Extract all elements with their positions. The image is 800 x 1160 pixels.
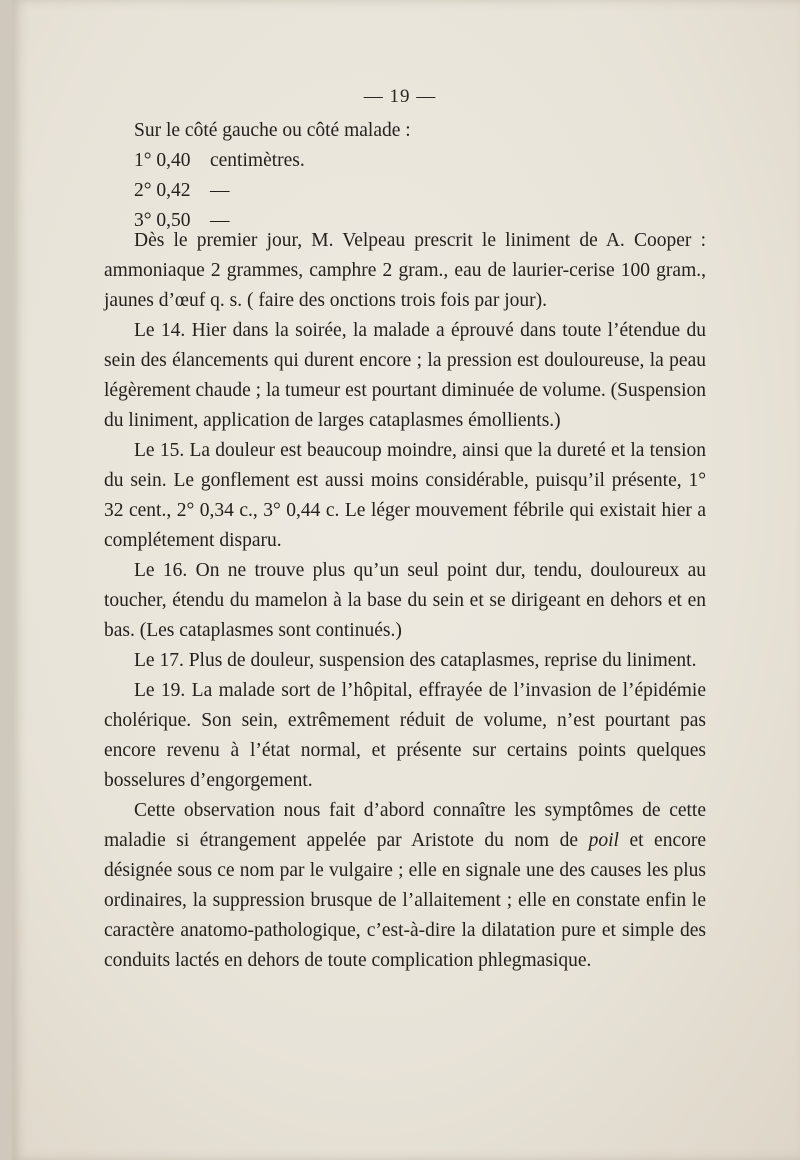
measurement-block: [104, 116, 706, 236]
conclusion-text-start: Cette observation nous fait d’abord connaître les symptômes de cette maladie si étrangement appelée par Aristote du nom de: [104, 800, 706, 851]
measurement-label: 1° 0,40: [134, 150, 191, 171]
paragraph-day-14: Le 14. Hier dans la soirée, la malade a éprouvé dans toute l’étendue du sein des élancements qui durent encore ; la pression est douloureuse, la peau légèrement chaude ; la tumeur est pourtant diminuée de volume. (Suspension du liniment, application de larges cataplasmes émollients.): [104, 320, 706, 431]
body-text: [104, 226, 706, 976]
measurement-value: —: [210, 180, 230, 201]
measurement-value: —: [210, 210, 230, 231]
page-number: — 19 —: [363, 86, 437, 107]
paragraph-day-15: Le 15. La douleur est beaucoup moindre, ainsi que la dureté et la tension du sein. Le gonflement est aussi moins considérable, puisqu’il présente, 1° 32 cent., 2° 0,34 c., 3° 0,44 c. Le léger mouvement fébrile qui existait hier a complétement disparu.: [104, 440, 706, 551]
paragraph-conclusion: [104, 796, 706, 976]
measurement-label: 2° 0,42: [134, 180, 191, 201]
measurement-heading: Sur le côté gauche ou côté malade :: [134, 120, 411, 141]
paragraph-day-16: Le 16. On ne trouve plus qu’un seul point dur, tendu, douloureux au toucher, étendu du mamelon à la base du sein et se dirigeant en dehors et en bas. (Les cataplasmes sont continués.): [104, 560, 706, 641]
paragraph-day-19: Le 19. La malade sort de l’hôpital, effrayée de l’invasion de l’épidémie cholérique. Son sein, extrêmement réduit de volume, n’est pourtant pas encore revenu à l’état normal, et présente sur certains points quelques bosselures d’engorgement.: [104, 680, 706, 791]
paragraph-treatment: Dès le premier jour, M. Velpeau prescrit le liniment de A. Cooper : ammoniaque 2 grammes, camphre 2 gram., eau de laurier-cerise 100 gram., jaunes d’œuf q. s. ( faire des onctions trois fois par jour).: [104, 230, 706, 311]
measurement-label: 3° 0,50: [134, 210, 191, 231]
measurement-row: [104, 146, 706, 176]
paragraph-day-17: Le 17. Plus de douleur, suspension des cataplasmes, reprise du liniment.: [134, 650, 697, 671]
measurement-value: centimètres.: [210, 150, 305, 171]
emphasis-word: poil: [588, 830, 619, 851]
measurement-row: [104, 176, 706, 206]
conclusion-text-end: et encore désignée sous ce nom par le vulgaire ; elle en signale une des causes les plus ordinaires, la suppression brusque de l’allaitement ; elle en constate enfin le caractère anatomo-pathologique, c’est-à-dire la dilatation pure et simple des conduits lactés en dehors de toute complication phlegmasique.: [104, 830, 706, 971]
